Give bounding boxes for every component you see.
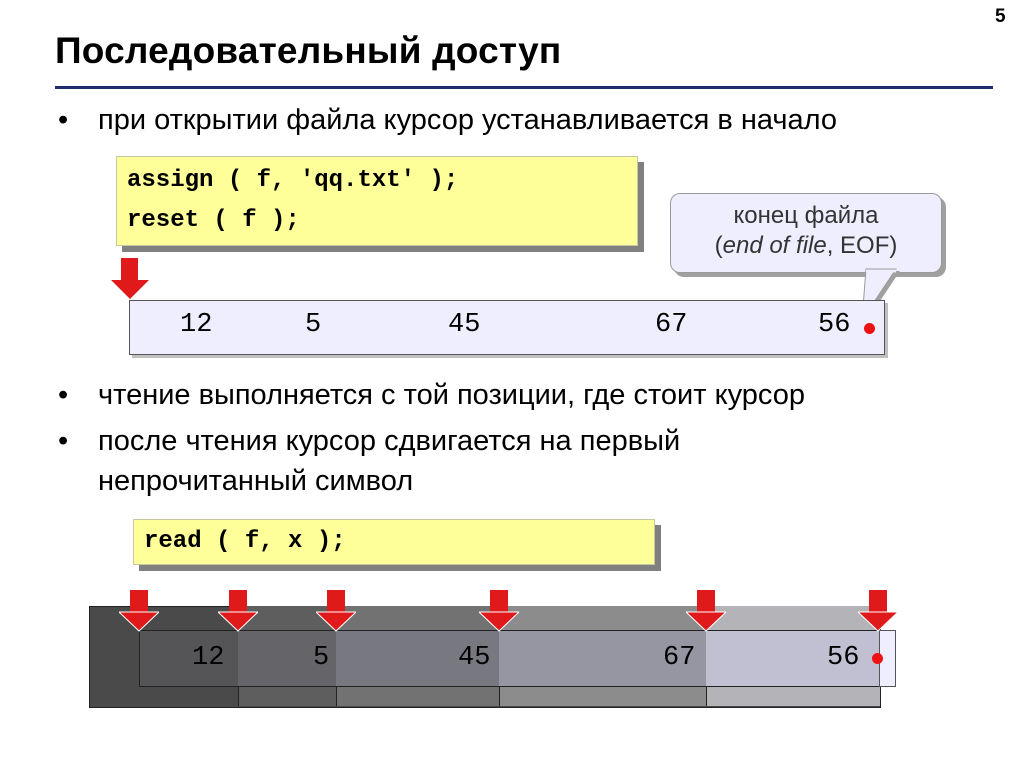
eof-marker-icon — [872, 653, 883, 664]
down-arrow-icon — [111, 258, 149, 300]
bullet-text: при открытии файла курсор устанавливается в начало — [98, 104, 837, 136]
bullet-dot: • — [58, 104, 69, 136]
down-arrow-icon — [316, 590, 356, 632]
tape-segment — [139, 630, 240, 687]
callout-title: конец файла — [733, 202, 879, 229]
down-arrow-icon — [686, 590, 726, 632]
code-block-open — [116, 156, 638, 246]
code-block-read — [133, 519, 655, 565]
file-value: 67 — [663, 643, 696, 673]
bullet-dot: • — [58, 379, 69, 411]
eof-marker-icon — [864, 323, 875, 334]
callout-rest: , EOF) — [826, 232, 898, 259]
down-arrow-icon — [479, 590, 519, 632]
down-arrow-icon — [218, 590, 258, 632]
file-value: 12 — [192, 643, 225, 673]
file-value: 45 — [458, 643, 491, 673]
file-value: 56 — [818, 310, 851, 340]
bullet-dot: • — [58, 425, 69, 457]
eof-callout — [670, 193, 942, 273]
down-arrow-icon — [119, 590, 159, 632]
bullet-text: после чтения курсор сдвигается на первый — [98, 425, 681, 457]
slide-number: 5 — [995, 6, 1006, 27]
code-line: read ( f, x ); — [144, 528, 346, 555]
file-value: 12 — [180, 310, 213, 340]
title-divider — [55, 86, 993, 89]
file-tape — [129, 300, 885, 355]
file-value: 56 — [827, 643, 860, 673]
file-value: 45 — [448, 310, 481, 340]
bullet-text: чтение выполняется с той позиции, где стоит курсор — [98, 379, 805, 411]
file-value: 5 — [313, 643, 330, 673]
file-value: 5 — [305, 310, 322, 340]
down-arrow-icon — [858, 590, 898, 632]
page-title: Последовательный доступ — [55, 30, 562, 71]
callout-open-paren: ( — [714, 232, 723, 259]
callout-italic: end of file — [722, 232, 827, 259]
code-line: reset ( f ); — [127, 207, 300, 234]
code-line: assign ( f, 'qq.txt' ); — [127, 167, 459, 194]
file-value: 67 — [655, 310, 688, 340]
bullet-text-continued: непрочитанный символ — [98, 465, 414, 497]
callout-subtitle — [671, 232, 941, 260]
